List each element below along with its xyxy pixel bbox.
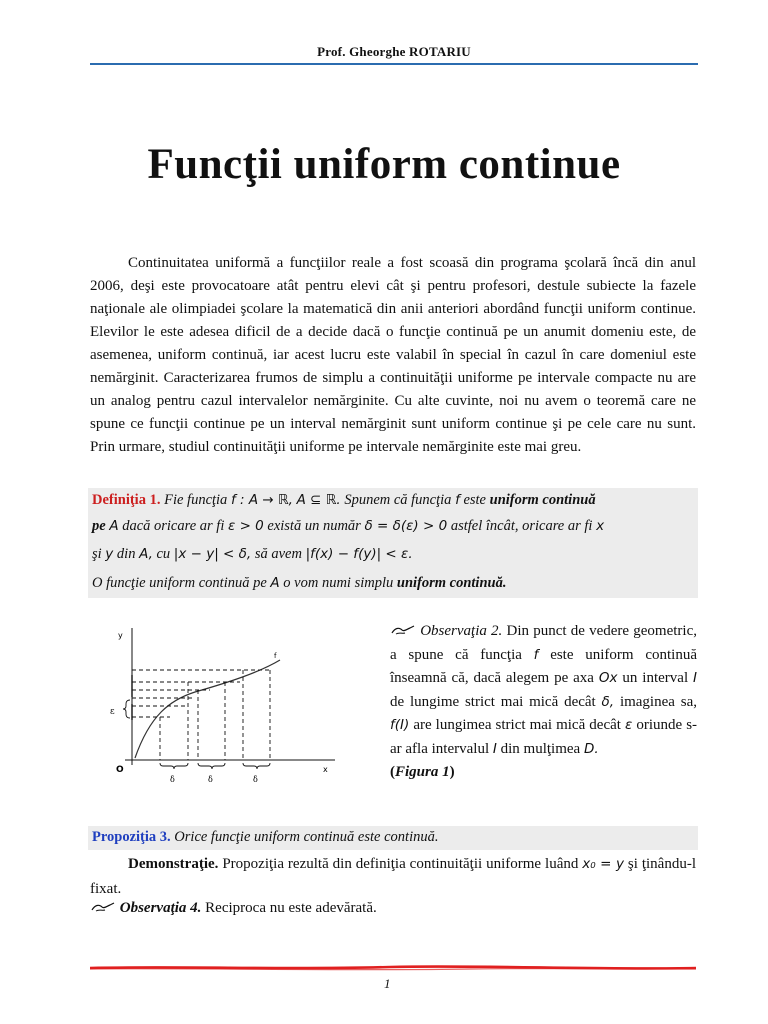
writing-hand-icon: [390, 624, 416, 636]
curve-label: f: [274, 652, 277, 660]
page-header: Prof. Gheorghe ROTARIU: [317, 44, 471, 59]
definition-line-3: şi y din A, cu |x − y| < δ, să avem |f(x) − f(y)| < ε.: [92, 546, 413, 562]
proof-paragraph: Demonstraţie. Propoziţia rezultă din definiţia continuităţii uniforme luând x₀ = y şi ţinându-l fixat.: [90, 856, 697, 897]
y-axis-label: y: [118, 631, 123, 640]
header-rule: [90, 63, 698, 65]
uniform-continuity-figure: [100, 620, 350, 795]
footer-rule: [90, 963, 696, 973]
observation-2: Observaţia 2. Din punct de vedere geometric, a spune că funcţia f este uniform continuă înseamnă că, dacă alegem pe axa Ox un interval I de lungime strict mai mică decât δ, imaginea sa, f(I) are lungimea strict mai mică decât ε oriunde s-ar afla intervalul I din mulţimea D. (Figura 1): [390, 623, 698, 780]
delta-label-1: δ: [170, 775, 175, 784]
observation-4: Observaţia 4. Reciproca nu este adevărată.: [90, 900, 377, 917]
delta-label-3: δ: [253, 775, 258, 784]
definition-line-1: Definiţia 1. Fie funcţia f : A → ℝ, A ⊆ ℝ. Spunem că funcţia f este uniform continuă: [92, 492, 596, 508]
function-curve: [135, 660, 280, 758]
proposition-label: Propoziţia 3.: [92, 829, 171, 845]
delta-brace-3: [243, 763, 270, 769]
writing-hand-icon: [90, 901, 116, 913]
definition-line-4: O funcţie uniform continuă pe A o vom numi simplu uniform continuă.: [92, 575, 507, 591]
proposition-3: Propoziţia 3. Orice funcţie uniform continuă este continuă.: [92, 829, 439, 845]
figure-reference: Figura 1: [395, 764, 450, 780]
proof-label: Demonstraţie.: [128, 856, 219, 872]
epsilon-brace: [123, 700, 130, 718]
x-axis-label: x: [323, 765, 328, 774]
delta-brace-1: [160, 763, 188, 769]
page-title: Funcţii uniform continue: [147, 141, 621, 188]
definition-line-2: pe A dacă oricare ar fi ε > 0 există un număr δ = δ(ε) > 0 astfel încât, oricare ar fi x: [92, 518, 605, 534]
delta-brace-2: [198, 763, 225, 769]
intro-paragraph: Continuitatea uniformă a funcţiilor reale a fost scoasă din programa şcolară încă din anul 2006, deşi este provocatoare atât pentru elevi cât şi pentru profesori, destule subiecte la fazele naţionale ale olimpiadei şcolare la matematică din anii anteriori abordând funcţii uniform continue. Elevilor le este adesea dificil de a decide dacă o funcţie continuă pe un anumit domeniu este, de asemenea, uniform continuă, iar acest lucru este valabil în special în cazul în care domeniul este nemărginit. Caracterizarea frumos de simplu a continuităţii uniforme pe intervale compacte nu are un analog pentru cazul intervalelor nemărginite. Cu alte cuvinte, noi nu avem o teoremă care ne spune ce funcţii continue pe un interval nemărginit sunt uniform continue şi pe cele care nu sunt. Prin urmare, studiul continuităţii uniforme pe intervale nemărginite este mai greu.: [90, 255, 696, 455]
delta-label-2: δ: [208, 775, 213, 784]
definition-label: Definiţia 1.: [92, 492, 161, 508]
page-number: 1: [384, 976, 391, 991]
epsilon-label: ε: [110, 707, 115, 717]
origin-label: O: [116, 765, 124, 775]
